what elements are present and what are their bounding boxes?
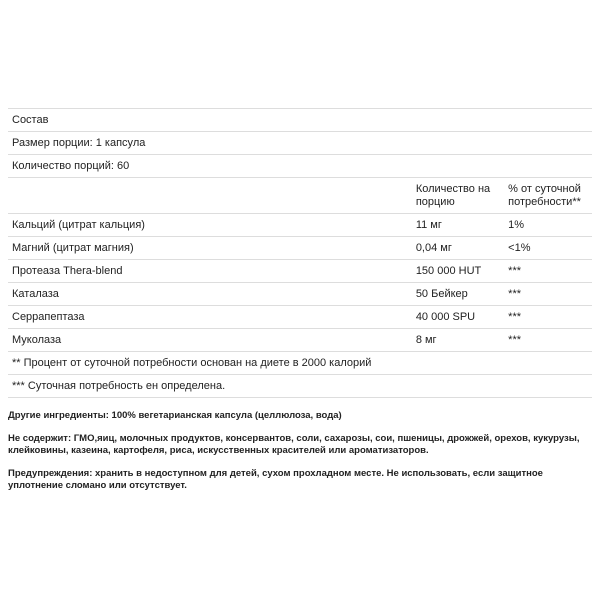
ingredient-daily-value: *** xyxy=(504,283,592,306)
ingredient-name: Серрапептаза xyxy=(8,306,412,329)
header-amount: Количество на порцию xyxy=(412,178,504,214)
table-row xyxy=(8,237,592,260)
ingredient-name: Каталаза xyxy=(8,283,412,306)
ingredient-daily-value: 1% xyxy=(504,214,592,237)
table-title-row xyxy=(8,109,592,132)
other-ingredients: Другие ингредиенты: 100% вегетарианская капсула (целлюлоза, вода) xyxy=(8,410,342,421)
ingredient-amount: 50 Бейкер xyxy=(412,283,504,306)
table-row xyxy=(8,260,592,283)
product-notes xyxy=(8,410,592,503)
ingredient-amount: 150 000 HUT xyxy=(412,260,504,283)
header-daily-value: % от суточной потребности** xyxy=(504,178,592,214)
table-row xyxy=(8,214,592,237)
servings-row xyxy=(8,155,592,178)
supplement-facts-table xyxy=(8,108,592,398)
ingredient-amount: 11 мг xyxy=(412,214,504,237)
ingredient-daily-value: <1% xyxy=(504,237,592,260)
footnote-row xyxy=(8,352,592,375)
ingredient-daily-value: *** xyxy=(504,329,592,352)
column-header-row xyxy=(8,178,592,214)
ingredient-daily-value: *** xyxy=(504,260,592,283)
ingredient-amount: 8 мг xyxy=(412,329,504,352)
table-title: Состав xyxy=(8,109,592,132)
ingredient-name: Магний (цитрат магния) xyxy=(8,237,412,260)
footnote-not-established: *** Суточная потребность ен определена. xyxy=(8,375,592,398)
ingredient-amount: 0,04 мг xyxy=(412,237,504,260)
ingredient-daily-value: *** xyxy=(504,306,592,329)
header-empty-cell xyxy=(8,178,412,214)
table-row xyxy=(8,329,592,352)
ingredient-name: Протеаза Thera-blend xyxy=(8,260,412,283)
serving-size-row xyxy=(8,132,592,155)
serving-size: Размер порции: 1 капсула xyxy=(8,132,592,155)
ingredient-amount: 40 000 SPU xyxy=(412,306,504,329)
ingredient-name: Муколаза xyxy=(8,329,412,352)
footnote-daily-value: ** Процент от суточной потребности основан на диете в 2000 калорий xyxy=(8,352,592,375)
table-row xyxy=(8,283,592,306)
warnings: Предупреждения: хранить в недоступном для детей, сухом прохладном месте. Не использовать, если защитное уплотнение сломано или отсутствует. xyxy=(8,468,543,491)
does-not-contain: Не содержит: ГМО,яиц, молочных продуктов, консервантов, соли, сахарозы, сои, пшеницы, дрожжей, орехов, кукурузы, клейковины, казеина, картофеля, риса, искусственных красителей или ароматизаторов. xyxy=(8,433,580,456)
table-row xyxy=(8,306,592,329)
servings-per-container: Количество порций: 60 xyxy=(8,155,592,178)
ingredient-name: Кальций (цитрат кальция) xyxy=(8,214,412,237)
footnote-row xyxy=(8,375,592,398)
